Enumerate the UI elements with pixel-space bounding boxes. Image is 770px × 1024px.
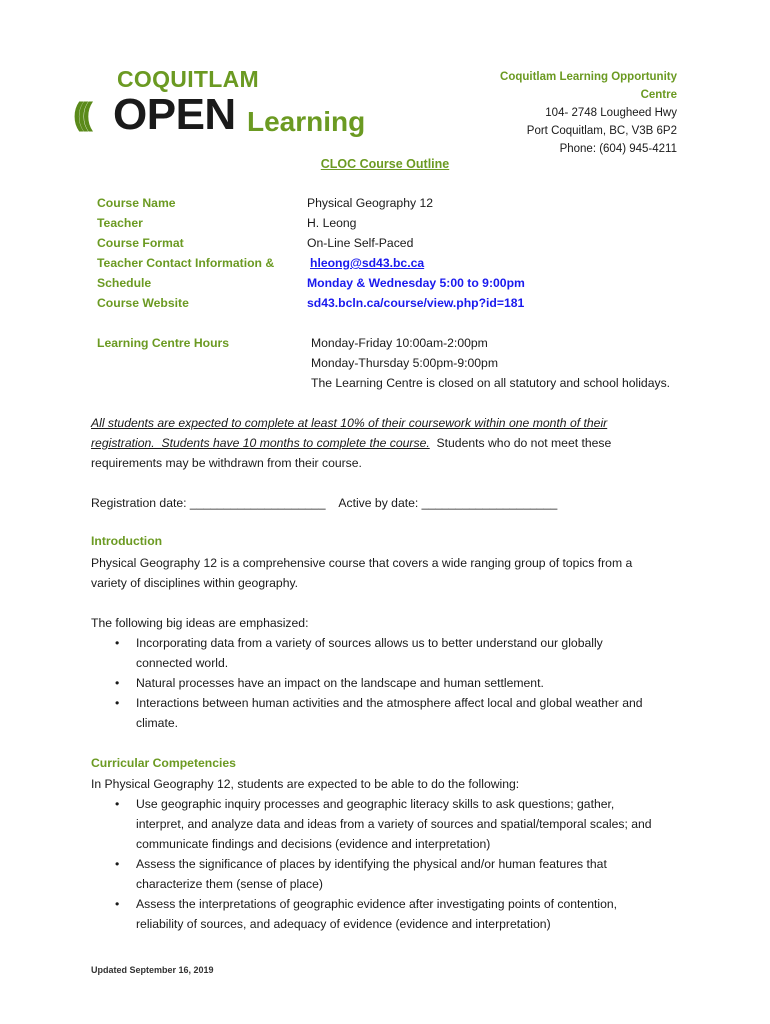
course-name-value: Physical Geography 12 <box>307 196 434 210</box>
competency-1-line-3: communicate findings and decisions (evidence and interpretation) <box>136 837 491 851</box>
big-idea-3-line-2: climate. <box>136 716 178 730</box>
bullet-icon: • <box>115 676 120 690</box>
list-item <box>110 633 690 673</box>
centre-phone: Phone: (604) 945-4211 <box>559 143 677 155</box>
list-item <box>110 854 690 894</box>
bullet-icon: • <box>115 696 120 710</box>
bullet-icon: • <box>115 857 120 871</box>
logo-open-text: OPEN <box>113 90 236 139</box>
course-format-value: On-Line Self-Paced <box>307 236 414 250</box>
hours-line-3: The Learning Centre is closed on all statutory and school holidays. <box>311 376 671 390</box>
list-item <box>110 794 690 854</box>
hours-line-2: Monday-Thursday 5:00pm-9:00pm <box>311 356 498 370</box>
competencies-list <box>110 794 690 934</box>
registration-dates-line: Registration date: ____________________ Active by date: ____________________ <box>91 496 558 510</box>
list-item <box>110 693 690 733</box>
introduction-paragraph <box>91 553 686 593</box>
competency-3-line-1: Assess the interpretations of geographic evidence after investigating points of contention, <box>136 897 618 911</box>
hours-line-1: Monday-Friday 10:00am-2:00pm <box>311 336 488 350</box>
competency-2-line-1: Assess the significance of places by identifying the physical and/or human features that <box>136 857 607 871</box>
requirements-paragraph <box>91 413 686 473</box>
introduction-heading: Introduction <box>91 534 163 548</box>
requirements-rest-2: Students who do not meet these <box>429 436 612 450</box>
bullet-icon: • <box>115 636 120 650</box>
requirements-line-3: requirements may be withdrawn from their course. <box>91 456 362 470</box>
schedule-label: Schedule <box>97 276 152 290</box>
schedule-value: Monday & Wednesday 5:00 to 9:00pm <box>307 276 525 290</box>
requirements-underlined-2: registration. Students have 10 months to complete the course. <box>91 436 430 450</box>
coquitlam-open-learning-logo <box>73 66 366 146</box>
competencies-intro: In Physical Geography 12, students are expected to be able to do the following: <box>91 777 520 791</box>
learning-centre-hours-label: Learning Centre Hours <box>97 336 230 350</box>
competency-1-line-1: Use geographic inquiry processes and geographic literacy skills to ask questions; gather, <box>136 797 615 811</box>
logo-signal-arcs-icon: ((( <box>73 96 87 132</box>
big-idea-3-line-1: Interactions between human activities and the atmosphere affect local and global weather and <box>136 696 643 710</box>
intro-line-2: variety of disciplines within geography. <box>91 576 299 590</box>
teacher-label: Teacher <box>97 216 143 230</box>
centre-address-block <box>500 68 677 158</box>
big-idea-2-line-1: Natural processes have an impact on the landscape and human settlement. <box>136 676 544 690</box>
big-idea-1-line-2: connected world. <box>136 656 229 670</box>
centre-street: 104- 2748 Lougheed Hwy <box>545 107 677 119</box>
course-website-link[interactable]: sd43.bcln.ca/course/view.php?id=181 <box>307 296 525 310</box>
bullet-icon: • <box>115 897 120 911</box>
big-idea-1-line-1: Incorporating data from a variety of sources allows us to better understand our globally <box>136 636 603 650</box>
bullet-icon: • <box>115 797 120 811</box>
teacher-value: H. Leong <box>307 216 357 230</box>
course-website-label: Course Website <box>97 296 189 310</box>
list-item <box>110 673 690 693</box>
course-format-label: Course Format <box>97 236 184 250</box>
competencies-heading: Curricular Competencies <box>91 756 236 770</box>
competency-1-line-2: interpret, and analyze data and ideas from a variety of sources and spatial/temporal scales; and <box>136 817 652 831</box>
big-ideas-intro: The following big ideas are emphasized: <box>91 616 309 630</box>
intro-line-1: Physical Geography 12 is a comprehensive course that covers a wide ranging group of topics from a <box>91 556 633 570</box>
logo-learning-text: Learning <box>247 106 366 137</box>
footer-updated-date: Updated September 16, 2019 <box>91 965 214 975</box>
document-title: CLOC Course Outline <box>320 157 450 171</box>
competency-2-line-2: characterize them (sense of place) <box>136 877 323 891</box>
teacher-contact-label: Teacher Contact Information & <box>97 256 275 270</box>
teacher-email-link[interactable]: hleong@sd43.bc.ca <box>310 256 425 270</box>
big-ideas-list <box>110 633 690 733</box>
course-name-label: Course Name <box>97 196 176 210</box>
centre-name-line2: Centre <box>640 89 677 101</box>
logo-coquitlam-text: COQUITLAM <box>117 66 259 92</box>
requirements-underlined-1: All students are expected to complete at least 10% of their coursework within one month of their <box>91 416 608 430</box>
competency-3-line-2: reliability of sources, and adequacy of evidence (evidence and interpretation) <box>136 917 551 931</box>
centre-name-line1: Coquitlam Learning Opportunity <box>500 71 677 83</box>
list-item <box>110 894 690 934</box>
centre-city: Port Coquitlam, BC, V3B 6P2 <box>526 125 677 137</box>
